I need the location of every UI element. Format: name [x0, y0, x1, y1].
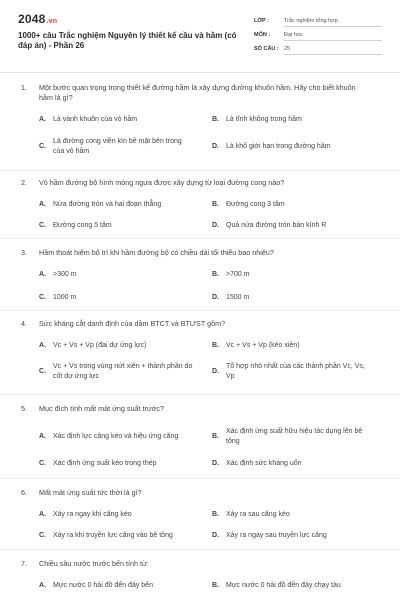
- option-text: Xảy ra khi truyền lực căng vào bê tông: [53, 532, 173, 539]
- option-letter: B.: [212, 271, 219, 278]
- meta-row-count: [254, 42, 382, 56]
- option-letter: D.: [212, 368, 219, 375]
- question-divider: [0, 549, 400, 550]
- question-number: 3.: [21, 248, 27, 257]
- question-number: 2.: [21, 178, 27, 187]
- option-text: Mực nước 0 hải đồ đến đáy bến: [53, 582, 153, 589]
- document-title: 1000+ câu Trắc nghiệm Nguyên lý thiết kế cầu và hầm (có đáp án) - Phần 26: [18, 31, 237, 50]
- option-letter: C.: [39, 222, 46, 229]
- option-text: 1500 m: [226, 294, 250, 301]
- question-text: Mất mát ứng suất tức thời là gì?: [39, 488, 142, 497]
- option-letter: A.: [39, 201, 46, 208]
- question-divider: [0, 394, 400, 395]
- meta-value: 25: [284, 44, 382, 55]
- option-letter: A.: [39, 433, 46, 440]
- question-text: Vỏ hầm đường bộ hình móng ngựa được xây dựng từ loại đường cong nào?: [39, 178, 285, 187]
- option-letter: C.: [39, 460, 46, 467]
- option-letter: C.: [39, 368, 46, 375]
- option-letter: D.: [212, 222, 219, 229]
- question-text: Sức kháng cắt danh định của dầm BTCT và BTƯST gồm?: [39, 319, 226, 328]
- option-text: Vc + Vs + Vp (kéo xiên): [226, 342, 300, 349]
- option-letter: D.: [212, 143, 219, 150]
- option-letter: B.: [212, 433, 219, 440]
- question-divider: [0, 170, 400, 171]
- meta-key: SỐ CÂU :: [254, 46, 279, 52]
- meta-row-class: [254, 14, 382, 28]
- option-letter: D.: [212, 294, 219, 301]
- question-divider: [0, 478, 400, 479]
- option-letter: D.: [212, 532, 219, 539]
- option-text: Tổ hợp nhỏ nhất của các thành phần Vc, Vs, Vp: [226, 363, 365, 380]
- question-number: 6.: [21, 488, 27, 497]
- option-text: Xác định ứng suất hữu hiệu tác dụng lên bê tông: [226, 428, 363, 445]
- option-text: Xác định sức kháng uốn: [226, 460, 302, 467]
- option-letter: B.: [212, 342, 219, 349]
- question-divider: [0, 310, 400, 311]
- document-meta: [254, 14, 382, 56]
- question-text: Hầm thoát hiểm bố trí khi hầm đường bộ có chiều dài tối thiểu bao nhiêu?: [39, 248, 274, 257]
- meta-value: Đại học: [284, 30, 382, 41]
- option-text: Vc + Vs + Vp (đai dự ứng lực): [53, 342, 147, 349]
- question-number: 5.: [21, 404, 27, 413]
- option-text: Xác định lực căng kéo và hiệu ứng căng: [53, 433, 179, 440]
- question-number: 7.: [21, 559, 27, 568]
- question-text: Mục đích tính mất mát ứng suất trước?: [39, 404, 164, 413]
- question-text: Chiều sâu nước trước bến tính từ:: [39, 559, 149, 568]
- question-divider: [0, 238, 400, 239]
- option-letter: B.: [212, 116, 219, 123]
- logo-number: 2048: [18, 12, 46, 26]
- option-text: Đường cong 5 tâm: [53, 222, 112, 229]
- option-text: Là đường cong viền kín bề mặt bên trong của vỏ hầm: [53, 138, 182, 155]
- option-letter: A.: [39, 582, 46, 589]
- meta-key: LỚP :: [254, 18, 269, 24]
- meta-value: Trắc nghiệm tổng hợp: [284, 16, 382, 27]
- option-text: Là vành khuôn của vỏ hầm: [53, 116, 138, 123]
- option-letter: B.: [212, 201, 219, 208]
- option-text: Vc + Vs trong vùng nứt xiên + thành phần do cốt dự ứng lực: [53, 363, 193, 380]
- option-letter: B.: [212, 511, 219, 518]
- option-letter: A.: [39, 271, 46, 278]
- option-text: >300 m: [53, 271, 77, 278]
- option-text: Xảy ra ngay khi căng kéo: [53, 511, 132, 518]
- option-text: Mực nước 0 hải đồ đến đáy chạy tàu: [226, 582, 341, 589]
- option-text: Nửa đường tròn và hai đoạn thẳng: [53, 201, 162, 208]
- option-text: Quá nửa đường tròn bán kính R: [226, 222, 327, 229]
- question-number: 4.: [21, 319, 27, 328]
- option-letter: C.: [39, 532, 46, 539]
- option-letter: B.: [212, 582, 219, 589]
- option-letter: A.: [39, 116, 46, 123]
- question-number: 1.: [21, 83, 27, 92]
- meta-row-subject: [254, 28, 382, 42]
- option-text: Là tĩnh không trong hầm: [226, 116, 302, 123]
- option-letter: C.: [39, 294, 46, 301]
- option-text: >700 m: [226, 271, 250, 278]
- site-logo[interactable]: [18, 12, 57, 26]
- question-text: Một bước quan trọng trong thiết kế đường hầm là xây dựng đường khuôn hầm. Hãy cho biết khuôn hầm là gì?: [39, 83, 356, 102]
- option-text: 1000 m: [53, 294, 77, 301]
- option-letter: D.: [212, 460, 219, 467]
- document-header: [0, 0, 400, 68]
- option-text: Xác định ứng suất kéo trong thép: [53, 460, 157, 467]
- option-text: Xảy ra sau căng kéo: [226, 511, 290, 518]
- meta-key: MÔN :: [254, 32, 271, 38]
- option-letter: C.: [39, 143, 46, 150]
- option-text: Là khổ giới hạn trong đường hầm: [226, 143, 331, 150]
- option-letter: A.: [39, 342, 46, 349]
- logo-domain: .vn: [46, 18, 58, 25]
- option-text: Đường cong 3 tâm: [226, 201, 285, 208]
- option-letter: A.: [39, 511, 46, 518]
- header-divider: [0, 72, 400, 73]
- option-text: Xảy ra ngay sau truyền lực căng: [226, 532, 327, 539]
